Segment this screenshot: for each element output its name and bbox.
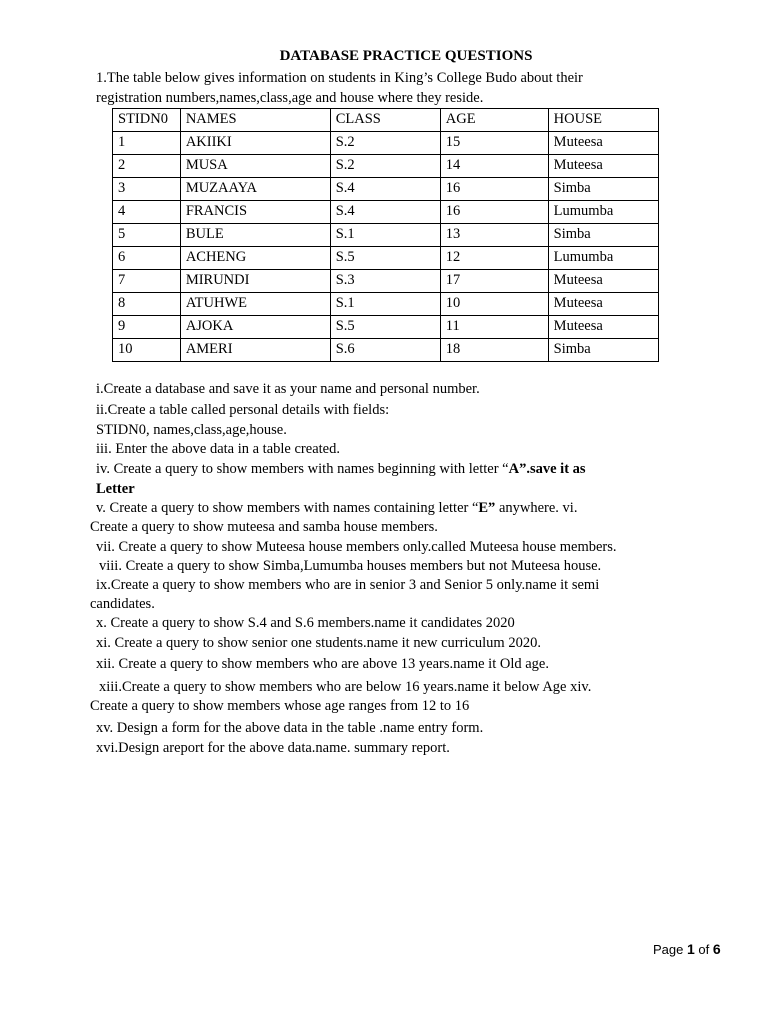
cell-age: 15 <box>440 132 548 155</box>
question-xvi: xvi.Design areport for the above data.name. summary report. <box>96 740 450 756</box>
question-vii: vii. Create a query to show Muteesa house members only.called Muteesa house members. <box>96 539 617 555</box>
question-ix-continued: candidates. <box>90 596 155 612</box>
table-row <box>113 155 659 178</box>
question-v-tail: anywhere. vi. <box>495 500 578 516</box>
cell-stidn0: 8 <box>113 293 181 316</box>
header-age: AGE <box>440 109 548 132</box>
cell-name: ACHENG <box>180 247 330 270</box>
cell-name: AKIIKI <box>180 132 330 155</box>
cell-class: S.2 <box>330 155 440 178</box>
cell-stidn0: 9 <box>113 316 181 339</box>
cell-house: Muteesa <box>548 155 658 178</box>
cell-house: Muteesa <box>548 293 658 316</box>
total-pages: 6 <box>712 941 721 957</box>
cell-age: 12 <box>440 247 548 270</box>
students-table <box>112 108 659 362</box>
cell-house: Simba <box>548 224 658 247</box>
intro-line-1: 1.The table below gives information on students in King’s College Budo about their <box>96 70 583 86</box>
header-house: HOUSE <box>548 109 658 132</box>
question-xv: xv. Design a form for the above data in the table .name entry form. <box>96 720 484 736</box>
question-xii: xii. Create a query to show members who are above 13 years.name it Old age. <box>96 656 549 672</box>
table-row <box>113 132 659 155</box>
cell-age: 10 <box>440 293 548 316</box>
cell-house: Lumumba <box>548 247 658 270</box>
question-ii-fields: STIDN0, names,class,age,house. <box>96 422 287 438</box>
cell-stidn0: 6 <box>113 247 181 270</box>
question-ix: ix.Create a query to show members who are in senior 3 and Senior 5 only.name it semi <box>96 577 600 593</box>
question-xi: xi. Create a query to show senior one students.name it new curriculum 2020. <box>96 635 541 651</box>
table-row <box>113 247 659 270</box>
question-v-text: v. Create a query to show members with names containing letter “ <box>96 500 479 516</box>
cell-age: 14 <box>440 155 548 178</box>
question-iv-bold: A”.save it as <box>508 461 586 477</box>
cell-age: 11 <box>440 316 548 339</box>
table-row <box>113 178 659 201</box>
intro-paragraph <box>96 68 656 108</box>
cell-stidn0: 7 <box>113 270 181 293</box>
cell-class: S.2 <box>330 132 440 155</box>
header-class: CLASS <box>330 109 440 132</box>
cell-age: 13 <box>440 224 548 247</box>
table-body <box>113 132 659 362</box>
page-number-footer <box>653 941 721 957</box>
cell-house: Muteesa <box>548 316 658 339</box>
table-row <box>113 293 659 316</box>
cell-name: AJOKA <box>180 316 330 339</box>
cell-stidn0: 4 <box>113 201 181 224</box>
question-iii: iii. Enter the above data in a table created. <box>96 441 340 457</box>
cell-name: MUSA <box>180 155 330 178</box>
question-xiv: Create a query to show members whose age ranges from 12 to 16 <box>90 698 470 714</box>
table-header-row <box>113 109 659 132</box>
cell-class: S.1 <box>330 224 440 247</box>
question-v <box>96 499 577 518</box>
cell-age: 16 <box>440 201 548 224</box>
question-i: i.Create a database and save it as your name and personal number. <box>96 381 480 397</box>
cell-stidn0: 10 <box>113 339 181 362</box>
current-page: 1 <box>686 941 695 957</box>
cell-stidn0: 3 <box>113 178 181 201</box>
question-v-bold: E” <box>478 500 496 516</box>
header-stidn0: STIDN0 <box>113 109 181 132</box>
cell-class: S.4 <box>330 178 440 201</box>
cell-class: S.6 <box>330 339 440 362</box>
page-word: Page <box>653 942 687 957</box>
table-row <box>113 316 659 339</box>
cell-stidn0: 5 <box>113 224 181 247</box>
cell-age: 17 <box>440 270 548 293</box>
cell-name: FRANCIS <box>180 201 330 224</box>
question-iv-text: iv. Create a query to show members with names beginning with letter “ <box>96 461 509 477</box>
question-ii: ii.Create a table called personal details with fields: <box>96 402 390 418</box>
cell-class: S.1 <box>330 293 440 316</box>
question-iv-continued: Letter <box>96 481 135 497</box>
cell-class: S.4 <box>330 201 440 224</box>
table-row <box>113 224 659 247</box>
cell-age: 18 <box>440 339 548 362</box>
cell-name: MUZAAYA <box>180 178 330 201</box>
cell-house: Muteesa <box>548 270 658 293</box>
page-title: DATABASE PRACTICE QUESTIONS <box>279 48 533 64</box>
question-vi: Create a query to show muteesa and samba house members. <box>90 519 438 535</box>
question-xiii: xiii.Create a query to show members who are below 16 years.name it below Age xiv. <box>99 679 592 695</box>
cell-house: Simba <box>548 178 658 201</box>
cell-house: Lumumba <box>548 201 658 224</box>
header-names: NAMES <box>180 109 330 132</box>
of-word: of <box>694 942 713 957</box>
cell-class: S.5 <box>330 316 440 339</box>
question-viii: viii. Create a query to show Simba,Lumumba houses members but not Muteesa house. <box>99 558 602 574</box>
cell-class: S.3 <box>330 270 440 293</box>
intro-line-2: registration numbers,names,class,age and house where they reside. <box>96 90 484 106</box>
cell-stidn0: 2 <box>113 155 181 178</box>
cell-class: S.5 <box>330 247 440 270</box>
cell-stidn0: 1 <box>113 132 181 155</box>
cell-name: MIRUNDI <box>180 270 330 293</box>
cell-house: Muteesa <box>548 132 658 155</box>
question-x: x. Create a query to show S.4 and S.6 members.name it candidates 2020 <box>96 615 515 631</box>
cell-house: Simba <box>548 339 658 362</box>
cell-name: AMERI <box>180 339 330 362</box>
table-row <box>113 339 659 362</box>
cell-age: 16 <box>440 178 548 201</box>
question-iv <box>96 460 586 479</box>
table-row <box>113 270 659 293</box>
cell-name: BULE <box>180 224 330 247</box>
cell-name: ATUHWE <box>180 293 330 316</box>
table-row <box>113 201 659 224</box>
